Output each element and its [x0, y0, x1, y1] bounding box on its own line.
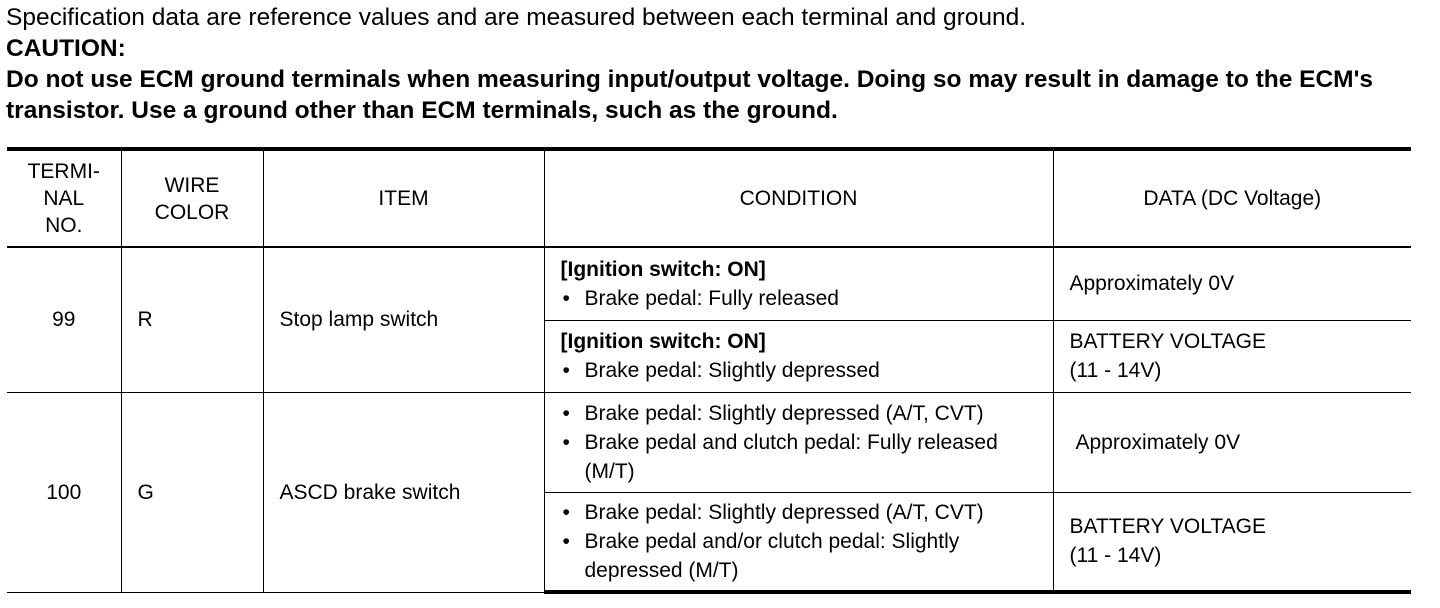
data-value: BATTERY VOLTAGE [1069, 330, 1266, 353]
condition-bullet: • Brake pedal: Slightly depressed (A/T, CVT) [561, 498, 1043, 527]
wire-color: R [121, 247, 263, 392]
condition-cell [544, 492, 1053, 592]
data-cell [1053, 247, 1411, 320]
data-cell [1053, 320, 1411, 392]
item-name: Stop lamp switch [263, 247, 544, 392]
condition-cell [544, 320, 1053, 392]
condition-cell [544, 247, 1053, 320]
condition-bullet: • Brake pedal and clutch pedal: Fully released (M/T) [561, 428, 1043, 486]
data-value: (11 - 14V) [1069, 359, 1162, 382]
wire-color: G [121, 392, 263, 592]
condition-bullet: • Brake pedal: Slightly depressed [561, 356, 1043, 385]
data-cell [1053, 392, 1411, 492]
data-value: Approximately 0V [1069, 272, 1235, 296]
condition-list [561, 399, 1043, 486]
header-terminal-line: TERMI- [27, 160, 100, 183]
data-value: Approximately 0V [1075, 430, 1241, 454]
header-data: DATA (DC Voltage) [1053, 149, 1411, 247]
condition-list [561, 498, 1043, 585]
data-value: BATTERY VOLTAGE [1069, 515, 1266, 539]
table-header-row [7, 149, 1411, 247]
spec-note: Specification data are reference values and are measured between each terminal and ground. [6, 4, 1027, 31]
data-cell [1053, 492, 1411, 592]
header-terminal-no [7, 149, 121, 247]
terminal-number: 100 [7, 392, 121, 592]
intro-text-block [6, 2, 1431, 126]
condition-cell [544, 392, 1053, 492]
terminal-spec-table [7, 147, 1411, 594]
header-wire-line: COLOR [154, 200, 230, 224]
condition-title: [Ignition switch: ON] [560, 330, 766, 353]
data-value: (11 - 14V) [1069, 544, 1162, 568]
condition-bullet: • Brake pedal: Slightly depressed (A/T, CVT) [561, 399, 1043, 428]
header-terminal-line: NO. [45, 214, 83, 237]
terminal-number: 99 [7, 247, 121, 392]
condition-title: [Ignition switch: ON] [560, 257, 766, 281]
table-row [7, 392, 1411, 492]
header-condition: CONDITION [544, 149, 1053, 247]
caution-title: CAUTION: [6, 35, 126, 62]
condition-list [561, 284, 1043, 313]
condition-bullet: • Brake pedal: Fully released [561, 284, 1043, 313]
caution-text: Do not use ECM ground terminals when measuring input/output voltage. Doing so may result in damage to the ECM's transistor. Use a ground other than ECM terminals, such as the ground. [6, 66, 1374, 124]
header-wire-line: WIRE [164, 173, 220, 197]
table-row [7, 247, 1411, 320]
item-name: ASCD brake switch [263, 392, 544, 592]
header-wire-color [121, 149, 263, 247]
header-item: ITEM [263, 149, 544, 247]
condition-bullet: • Brake pedal and/or clutch pedal: Slightly depressed (M/T) [561, 527, 1043, 585]
condition-list [561, 356, 1043, 385]
header-terminal-line: NAL [43, 187, 85, 210]
